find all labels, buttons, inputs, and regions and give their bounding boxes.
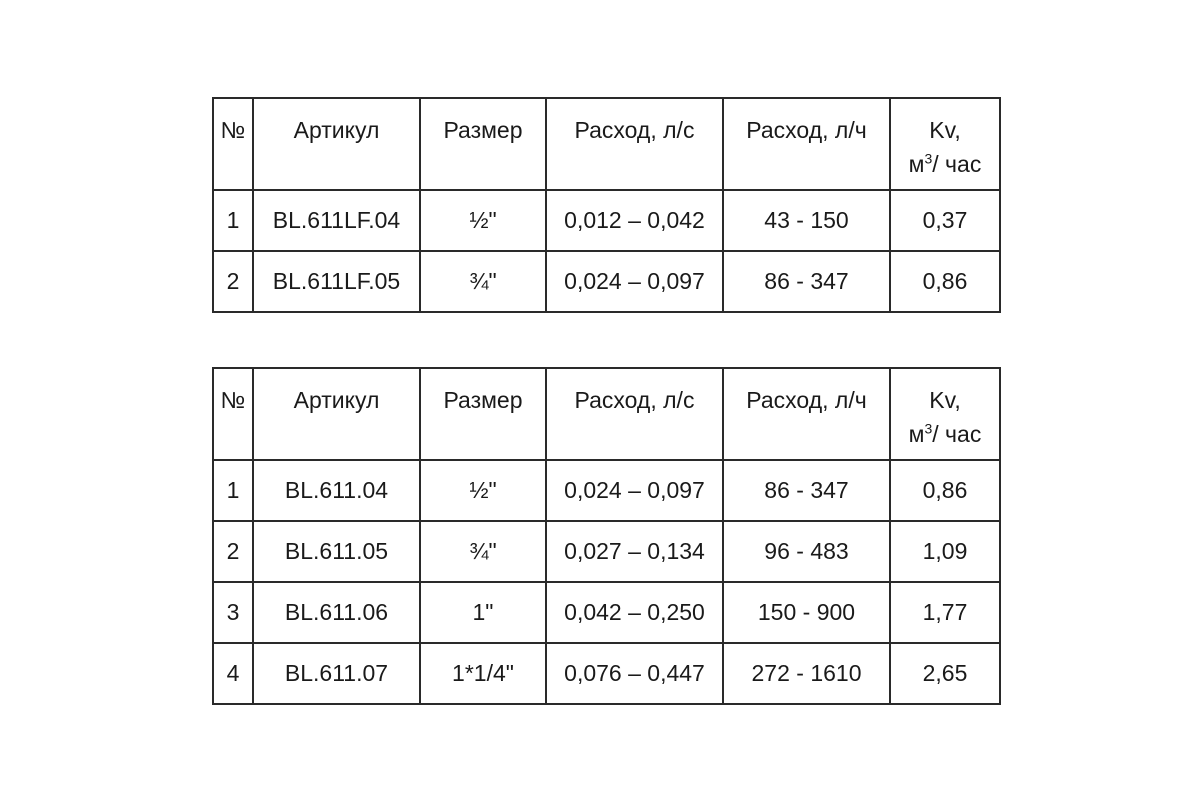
table-row: [213, 251, 1000, 312]
cell-num: 3: [213, 582, 253, 643]
table-row: [213, 521, 1000, 582]
cell-flow-ls: 0,024 – 0,097: [546, 251, 723, 312]
table-row: [213, 190, 1000, 251]
cell-kv: 2,65: [890, 643, 1000, 704]
kv-unit-rest: / час: [932, 421, 982, 447]
cell-flow-ls: 0,012 – 0,042: [546, 190, 723, 251]
table-row: [213, 460, 1000, 521]
header-size: Размер: [420, 98, 546, 190]
cell-num: 2: [213, 521, 253, 582]
kv-unit-base: м: [908, 151, 925, 177]
cell-size: ½": [420, 190, 546, 251]
header-flow-ls: Расход, л/с: [546, 98, 723, 190]
kv-label: Kv,: [929, 117, 961, 143]
flow-table-lf: [212, 97, 1001, 313]
header-flow-ls: Расход, л/с: [546, 368, 723, 460]
header-num: №: [213, 98, 253, 190]
cell-article: BL.611.05: [253, 521, 420, 582]
cell-kv: 0,37: [890, 190, 1000, 251]
header-kv: [890, 368, 1000, 460]
kv-unit-sup: 3: [924, 420, 933, 437]
cell-article: BL.611.07: [253, 643, 420, 704]
cell-num: 1: [213, 190, 253, 251]
kv-label: Kv,: [929, 387, 961, 413]
cell-article: BL.611LF.04: [253, 190, 420, 251]
header-kv: [890, 98, 1000, 190]
cell-flow-lh: 272 - 1610: [723, 643, 890, 704]
cell-article: BL.611.04: [253, 460, 420, 521]
cell-flow-lh: 96 - 483: [723, 521, 890, 582]
header-size: Размер: [420, 368, 546, 460]
cell-size: ¾": [420, 521, 546, 582]
cell-kv: 1,77: [890, 582, 1000, 643]
cell-size: 1*1/4": [420, 643, 546, 704]
cell-article: BL.611LF.05: [253, 251, 420, 312]
cell-kv: 1,09: [890, 521, 1000, 582]
header-num: №: [213, 368, 253, 460]
header-flow-lh: Расход, л/ч: [723, 368, 890, 460]
cell-size: 1": [420, 582, 546, 643]
kv-unit-sup: 3: [924, 150, 933, 167]
cell-article: BL.611.06: [253, 582, 420, 643]
header-row: [213, 368, 1000, 460]
kv-unit-rest: / час: [932, 151, 982, 177]
flow-table-standard: [212, 367, 1001, 705]
cell-num: 2: [213, 251, 253, 312]
cell-flow-lh: 86 - 347: [723, 460, 890, 521]
cell-num: 4: [213, 643, 253, 704]
cell-kv: 0,86: [890, 460, 1000, 521]
header-article: Артикул: [253, 368, 420, 460]
cell-kv: 0,86: [890, 251, 1000, 312]
cell-flow-ls: 0,076 – 0,447: [546, 643, 723, 704]
cell-flow-ls: 0,027 – 0,134: [546, 521, 723, 582]
header-article: Артикул: [253, 98, 420, 190]
cell-flow-lh: 43 - 150: [723, 190, 890, 251]
kv-unit-base: м: [908, 421, 925, 447]
cell-num: 1: [213, 460, 253, 521]
cell-flow-ls: 0,024 – 0,097: [546, 460, 723, 521]
cell-size: ¾": [420, 251, 546, 312]
cell-size: ½": [420, 460, 546, 521]
table-row: [213, 582, 1000, 643]
table-row: [213, 643, 1000, 704]
cell-flow-lh: 86 - 347: [723, 251, 890, 312]
header-flow-lh: Расход, л/ч: [723, 98, 890, 190]
cell-flow-ls: 0,042 – 0,250: [546, 582, 723, 643]
header-row: [213, 98, 1000, 190]
cell-flow-lh: 150 - 900: [723, 582, 890, 643]
